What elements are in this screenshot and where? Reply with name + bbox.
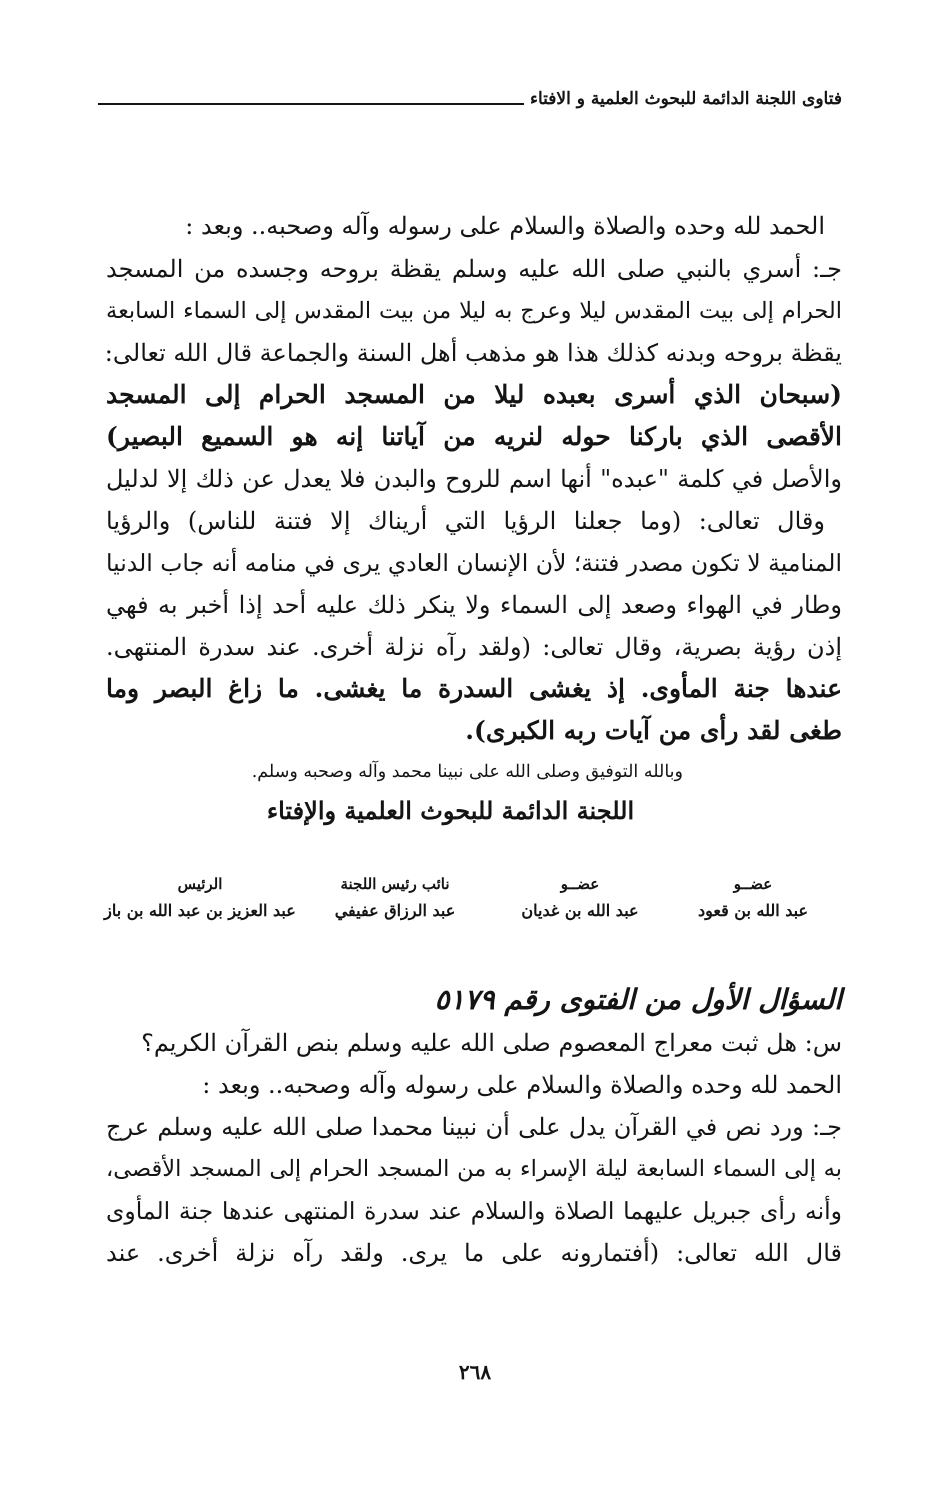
signatory-role: عضــو [733, 875, 773, 893]
answer-line: جـ: ورد نص في القرآن يدل على أن نبينا محمدا صلى الله عليه وسلم عرج [106, 1113, 842, 1141]
opening-line: الحمد لله وحده والصلاة والسلام على رسوله وآله وصحبه.. وبعد : [185, 212, 825, 240]
signatory-role: الرئيس [177, 875, 223, 893]
answer-line: قال الله تعالى: (أفتمارونه على ما يرى. ولقد رآه نزلة أخرى. عند [106, 1239, 842, 1267]
signatory-role: نائب رئيس اللجنة [340, 875, 450, 893]
quran-verse-line: (سبحان الذي أسرى بعبده ليلا من المسجد الحرام إلى المسجد [106, 380, 842, 409]
signatory-name: عبد الله بن غديان [521, 901, 639, 920]
answer-line: به إلى السماء السابعة ليلة الإسراء به من المسجد الحرام إلى المسجد الأقصى، [106, 1156, 842, 1182]
quran-verse-line: طغى لقد رأى من آيات ربه الكبرى). [465, 716, 842, 745]
running-header [98, 88, 842, 110]
answer-line: إذن رؤية بصرية، وقال تعالى: (ولقد رآه نزلة أخرى. عند سدرة المنتهى. [106, 633, 842, 661]
answer-line: الحرام إلى بيت المقدس ليلا وعرج به ليلا من بيت المقدس إلى السماء السابعة [106, 298, 842, 324]
answer-line: المنامية لا تكون مصدر فتنة؛ لأن الإنسان العادي يرى في منامه أنه جاب الدنيا [106, 549, 842, 577]
signatory-role: عضــو [560, 875, 600, 893]
signatory-name: عبد العزيز بن عبد الله بن باز [104, 901, 296, 920]
header-rule [98, 103, 524, 105]
answer-line: وأنه رأى جبريل عليهما الصلاة والسلام عند سدرة المنتهى عندها جنة المأوى [106, 1197, 842, 1225]
quran-verse-line: الأقصى الذي باركنا حوله لنريه من آياتنا إنه هو السميع البصير) [106, 422, 842, 451]
question-line: س: هل ثبت معراج المعصوم صلى الله عليه وسلم بنص القرآن الكريم؟ [141, 1029, 842, 1057]
signatory-name: عبد الله بن قعود [697, 901, 809, 920]
answer-line: جـ: أسري بالنبي صلى الله عليه وسلم يقظة بروحه وجسده من المسجد [106, 255, 842, 283]
answer-line: وقال تعالى: (وما جعلنا الرؤيا التي أريناك إلا فتنة للناس) والرؤيا [106, 507, 825, 535]
answer-line: وطار في الهواء وصعد إلى السماء ولا ينكر ذلك عليه أحد إذا أخبر به فهي [106, 591, 842, 619]
header-title: فتاوى اللجنة الدائمة للبحوث العلمية و الافتاء [530, 89, 842, 109]
signatory [500, 872, 660, 926]
signatory-name: عبد الرزاق عفيفي [334, 901, 456, 920]
committee-name: اللجنة الدائمة للبحوث العلمية والإفتاء [266, 796, 635, 825]
answer-line: يقظة بروحه وبدنه كذلك هذا هو مذهب أهل السنة والجماعة قال الله تعالى: [104, 339, 842, 367]
answer-line: والأصل في كلمة "عبده" أنها اسم للروح والبدن فلا يعدل عن ذلك إلا لدليل [106, 465, 842, 493]
quran-verse-line: عندها جنة المأوى. إذ يغشى السدرة ما يغشى. ما زاغ البصر وما [106, 674, 842, 703]
signatory [688, 872, 818, 926]
closing-line: وبالله التوفيق وصلى الله على نبينا محمد وآله وصحبه وسلم. [251, 762, 683, 782]
opening-line: الحمد لله وحده والصلاة والسلام على رسوله وآله وصحبه.. وبعد : [202, 1071, 842, 1099]
signatory [95, 872, 305, 926]
fatwa-question-title: السؤال الأول من الفتوى رقم ٥١٧٩ [434, 983, 842, 1016]
page-number: ٢٦٨ [458, 1360, 492, 1384]
signatory [310, 872, 480, 926]
